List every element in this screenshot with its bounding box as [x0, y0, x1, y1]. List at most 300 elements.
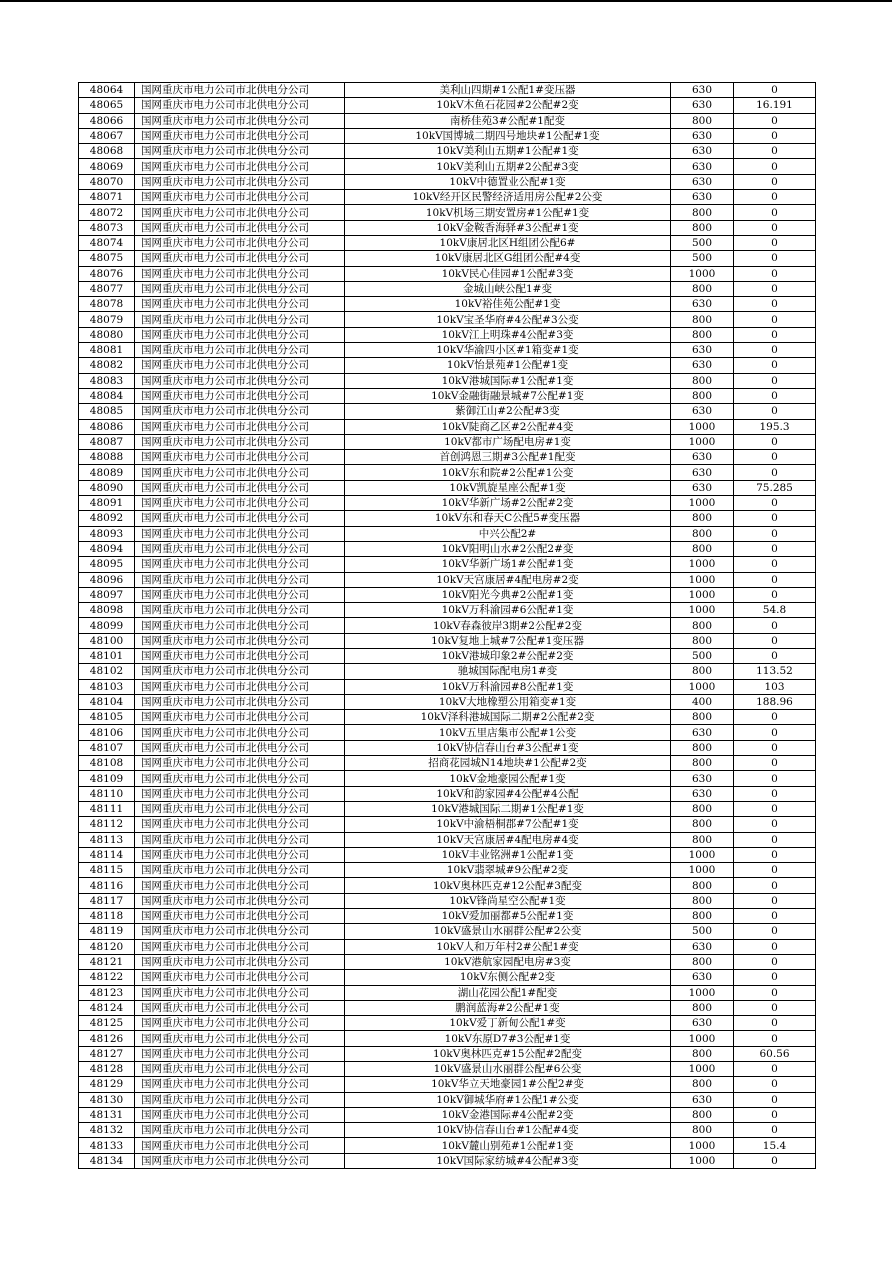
transformer-name: 10kV康居北区H组团公配6#: [345, 235, 671, 250]
load-value: 0: [734, 939, 816, 954]
load-value: 0: [734, 511, 816, 526]
transformer-name: 10kV都市广场配电房#1变: [345, 434, 671, 449]
company-name: 国网重庆市电力公司市北供电分公司: [135, 557, 345, 572]
table-row: [79, 419, 816, 434]
company-name: 国网重庆市电力公司市北供电分公司: [135, 159, 345, 174]
transformer-name: 10kV奥林匹克#12公配#3配变: [345, 878, 671, 893]
load-value: 0: [734, 205, 816, 220]
company-name: 国网重庆市电力公司市北供电分公司: [135, 1153, 345, 1168]
company-name: 国网重庆市电力公司市北供电分公司: [135, 1123, 345, 1138]
transformer-name: 10kV陡商乙区#2公配#4变: [345, 419, 671, 434]
capacity: 800: [671, 801, 734, 816]
company-name: 国网重庆市电力公司市北供电分公司: [135, 358, 345, 373]
row-id: 48075: [79, 251, 135, 266]
table-row: [79, 725, 816, 740]
company-name: 国网重庆市电力公司市北供电分公司: [135, 710, 345, 725]
transformer-name: 10kV华新广场1#公配#1变: [345, 557, 671, 572]
load-value: 0: [734, 281, 816, 296]
transformer-name: 10kV天宫康居#4配电房#2变: [345, 572, 671, 587]
table-row: [79, 496, 816, 511]
row-id: 48134: [79, 1153, 135, 1168]
row-id: 48095: [79, 557, 135, 572]
capacity: 630: [671, 128, 734, 143]
company-name: 国网重庆市电力公司市北供电分公司: [135, 526, 345, 541]
load-value: 0: [734, 1077, 816, 1092]
capacity: 630: [671, 450, 734, 465]
transformer-name: 10kV机场三期安置房#1公配#1变: [345, 205, 671, 220]
row-id: 48100: [79, 633, 135, 648]
row-id: 48128: [79, 1062, 135, 1077]
capacity: 630: [671, 939, 734, 954]
transformer-name: 10kV凯旋星座公配#1变: [345, 480, 671, 495]
table-row: [79, 251, 816, 266]
table-row: [79, 801, 816, 816]
load-value: 0: [734, 740, 816, 755]
table-row: [79, 618, 816, 633]
row-id: 48077: [79, 281, 135, 296]
table-row: [79, 190, 816, 205]
capacity: 1000: [671, 1138, 734, 1153]
company-name: 国网重庆市电力公司市北供电分公司: [135, 939, 345, 954]
capacity: 630: [671, 144, 734, 159]
row-id: 48104: [79, 694, 135, 709]
row-id: 48088: [79, 450, 135, 465]
transformer-name: 10kV东和院#2公配#1公变: [345, 465, 671, 480]
company-name: 国网重庆市电力公司市北供电分公司: [135, 388, 345, 403]
load-value: 0: [734, 434, 816, 449]
company-name: 国网重庆市电力公司市北供电分公司: [135, 343, 345, 358]
load-value: 103: [734, 679, 816, 694]
company-name: 国网重庆市电力公司市北供电分公司: [135, 664, 345, 679]
transformer-name: 10kV美利山五期#2公配#3变: [345, 159, 671, 174]
row-id: 48118: [79, 909, 135, 924]
load-value: 0: [734, 251, 816, 266]
capacity: 800: [671, 633, 734, 648]
transformer-name: 10kV华渝四小区#1箱变#1变: [345, 343, 671, 358]
transformer-name: 10kV麓山别苑#1公配#1变: [345, 1138, 671, 1153]
row-id: 48079: [79, 312, 135, 327]
row-id: 48133: [79, 1138, 135, 1153]
table-row: [79, 954, 816, 969]
row-id: 48064: [79, 83, 135, 98]
company-name: 国网重庆市电力公司市北供电分公司: [135, 465, 345, 480]
table-row: [79, 557, 816, 572]
row-id: 48129: [79, 1077, 135, 1092]
transformer-name: 10kV奥林匹克#15公配#2配变: [345, 1046, 671, 1061]
company-name: 国网重庆市电力公司市北供电分公司: [135, 954, 345, 969]
company-name: 国网重庆市电力公司市北供电分公司: [135, 863, 345, 878]
load-value: 0: [734, 388, 816, 403]
company-name: 国网重庆市电力公司市北供电分公司: [135, 220, 345, 235]
company-name: 国网重庆市电力公司市北供电分公司: [135, 648, 345, 663]
row-id: 48082: [79, 358, 135, 373]
capacity: 500: [671, 235, 734, 250]
row-id: 48070: [79, 174, 135, 189]
row-id: 48110: [79, 786, 135, 801]
company-name: 国网重庆市电力公司市北供电分公司: [135, 450, 345, 465]
capacity: 800: [671, 312, 734, 327]
row-id: 48074: [79, 235, 135, 250]
capacity: 630: [671, 297, 734, 312]
load-value: 0: [734, 144, 816, 159]
table-row: [79, 434, 816, 449]
capacity: 800: [671, 281, 734, 296]
capacity: 800: [671, 664, 734, 679]
company-name: 国网重庆市电力公司市北供电分公司: [135, 511, 345, 526]
load-value: 0: [734, 312, 816, 327]
capacity: 630: [671, 1016, 734, 1031]
transformer-name: 10kV协信春山台#1公配#4变: [345, 1123, 671, 1138]
row-id: 48096: [79, 572, 135, 587]
capacity: 500: [671, 648, 734, 663]
capacity: 800: [671, 220, 734, 235]
table-row: [79, 159, 816, 174]
capacity: 1000: [671, 1062, 734, 1077]
table-row: [79, 343, 816, 358]
company-name: 国网重庆市电力公司市北供电分公司: [135, 312, 345, 327]
company-name: 国网重庆市电力公司市北供电分公司: [135, 847, 345, 862]
load-value: 0: [734, 756, 816, 771]
company-name: 国网重庆市电力公司市北供电分公司: [135, 190, 345, 205]
company-name: 国网重庆市电力公司市北供电分公司: [135, 924, 345, 939]
table-row: [79, 358, 816, 373]
capacity: 800: [671, 878, 734, 893]
transformer-name: 10kV中渝梧桐郡#7公配#1变: [345, 817, 671, 832]
company-name: 国网重庆市电力公司市北供电分公司: [135, 740, 345, 755]
capacity: 630: [671, 480, 734, 495]
transformer-name: 10kV金鞍香海驿#3公配#1变: [345, 220, 671, 235]
transformer-name: 10kV国博城二期四号地块#1公配#1变: [345, 128, 671, 143]
company-name: 国网重庆市电力公司市北供电分公司: [135, 1031, 345, 1046]
capacity: 1000: [671, 496, 734, 511]
company-name: 国网重庆市电力公司市北供电分公司: [135, 893, 345, 908]
transformer-name: 南桥佳苑3#公配#1配变: [345, 113, 671, 128]
company-name: 国网重庆市电力公司市北供电分公司: [135, 756, 345, 771]
company-name: 国网重庆市电力公司市北供电分公司: [135, 633, 345, 648]
row-id: 48084: [79, 388, 135, 403]
company-name: 国网重庆市电力公司市北供电分公司: [135, 541, 345, 556]
load-value: 15.4: [734, 1138, 816, 1153]
company-name: 国网重庆市电力公司市北供电分公司: [135, 725, 345, 740]
load-value: 0: [734, 235, 816, 250]
company-name: 国网重庆市电力公司市北供电分公司: [135, 113, 345, 128]
capacity: 800: [671, 756, 734, 771]
capacity: 800: [671, 710, 734, 725]
table-row: [79, 587, 816, 602]
capacity: 630: [671, 83, 734, 98]
table-row: [79, 1000, 816, 1015]
row-id: 48099: [79, 618, 135, 633]
row-id: 48087: [79, 434, 135, 449]
table-row: [79, 970, 816, 985]
table-row: [79, 450, 816, 465]
company-name: 国网重庆市电力公司市北供电分公司: [135, 1107, 345, 1122]
table-row: [79, 633, 816, 648]
transformer-name: 首创鸿恩三期#3公配#1配变: [345, 450, 671, 465]
capacity: 800: [671, 113, 734, 128]
capacity: 630: [671, 465, 734, 480]
row-id: 48089: [79, 465, 135, 480]
row-id: 48091: [79, 496, 135, 511]
table-row: [79, 679, 816, 694]
load-value: 0: [734, 113, 816, 128]
row-id: 48066: [79, 113, 135, 128]
transformer-name: 10kV阳明山水#2公配2#变: [345, 541, 671, 556]
load-value: 0: [734, 878, 816, 893]
capacity: 800: [671, 817, 734, 832]
company-name: 国网重庆市电力公司市北供电分公司: [135, 480, 345, 495]
table-row: [79, 863, 816, 878]
capacity: 1000: [671, 603, 734, 618]
company-name: 国网重庆市电力公司市北供电分公司: [135, 266, 345, 281]
table-row: [79, 832, 816, 847]
row-id: 48102: [79, 664, 135, 679]
load-value: 0: [734, 1123, 816, 1138]
row-id: 48107: [79, 740, 135, 755]
capacity: 800: [671, 832, 734, 847]
capacity: 800: [671, 1046, 734, 1061]
transformer-name: 10kV天宫康居#4配电房#4变: [345, 832, 671, 847]
load-value: 0: [734, 847, 816, 862]
table-row: [79, 98, 816, 113]
capacity: 800: [671, 373, 734, 388]
row-id: 48114: [79, 847, 135, 862]
row-id: 48127: [79, 1046, 135, 1061]
load-value: 0: [734, 1016, 816, 1031]
company-name: 国网重庆市电力公司市北供电分公司: [135, 1046, 345, 1061]
company-name: 国网重庆市电力公司市北供电分公司: [135, 205, 345, 220]
row-id: 48123: [79, 985, 135, 1000]
company-name: 国网重庆市电力公司市北供电分公司: [135, 419, 345, 434]
table-row: [79, 893, 816, 908]
transformer-name: 10kV东和春天C公配5#变压器: [345, 511, 671, 526]
company-name: 国网重庆市电力公司市北供电分公司: [135, 496, 345, 511]
table-row: [79, 235, 816, 250]
capacity: 800: [671, 954, 734, 969]
transformer-name: 10kV大地橡塑公用箱变#1变: [345, 694, 671, 709]
load-value: 0: [734, 771, 816, 786]
table-row: [79, 786, 816, 801]
row-id: 48092: [79, 511, 135, 526]
row-id: 48122: [79, 970, 135, 985]
load-value: 0: [734, 1031, 816, 1046]
company-name: 国网重庆市电力公司市北供电分公司: [135, 1016, 345, 1031]
load-value: 0: [734, 404, 816, 419]
table-row: [79, 373, 816, 388]
company-name: 国网重庆市电力公司市北供电分公司: [135, 801, 345, 816]
page-top-rule: [0, 0, 892, 2]
transformer-name: 10kV金港国际#4公配#2变: [345, 1107, 671, 1122]
company-name: 国网重庆市电力公司市北供电分公司: [135, 878, 345, 893]
transformer-name: 美利山四期#1公配1#变压器: [345, 83, 671, 98]
table-row: [79, 113, 816, 128]
company-name: 国网重庆市电力公司市北供电分公司: [135, 1000, 345, 1015]
transformer-name: 10kV御城华府#1公配1#公变: [345, 1092, 671, 1107]
load-value: 0: [734, 83, 816, 98]
row-id: 48090: [79, 480, 135, 495]
load-value: 0: [734, 924, 816, 939]
row-id: 48097: [79, 587, 135, 602]
row-id: 48126: [79, 1031, 135, 1046]
load-value: 0: [734, 541, 816, 556]
load-value: 0: [734, 648, 816, 663]
table-row: [79, 924, 816, 939]
capacity: 1000: [671, 587, 734, 602]
transformer-name: 10kV春森彼岸3期#2公配#2变: [345, 618, 671, 633]
row-id: 48085: [79, 404, 135, 419]
company-name: 国网重庆市电力公司市北供电分公司: [135, 618, 345, 633]
load-value: 0: [734, 1107, 816, 1122]
transformer-name: 10kV协信春山台#3公配#1变: [345, 740, 671, 755]
row-id: 48086: [79, 419, 135, 434]
capacity: 800: [671, 526, 734, 541]
company-name: 国网重庆市电力公司市北供电分公司: [135, 373, 345, 388]
capacity: 800: [671, 740, 734, 755]
transformer-name: 10kV华立天地豪园1#公配2#变: [345, 1077, 671, 1092]
table-row: [79, 909, 816, 924]
company-name: 国网重庆市电力公司市北供电分公司: [135, 786, 345, 801]
capacity: 630: [671, 159, 734, 174]
load-value: 0: [734, 373, 816, 388]
transformer-name: 10kV万科渝园#6公配#1变: [345, 603, 671, 618]
table-row: [79, 312, 816, 327]
capacity: 630: [671, 725, 734, 740]
capacity: 500: [671, 251, 734, 266]
table-row: [79, 83, 816, 98]
load-value: 195.3: [734, 419, 816, 434]
load-value: 0: [734, 970, 816, 985]
row-id: 48078: [79, 297, 135, 312]
company-name: 国网重庆市电力公司市北供电分公司: [135, 603, 345, 618]
transformer-name: 中兴公配2#: [345, 526, 671, 541]
load-value: 75.285: [734, 480, 816, 495]
company-name: 国网重庆市电力公司市北供电分公司: [135, 281, 345, 296]
load-value: 0: [734, 801, 816, 816]
row-id: 48121: [79, 954, 135, 969]
row-id: 48117: [79, 893, 135, 908]
load-value: 0: [734, 618, 816, 633]
load-value: 0: [734, 557, 816, 572]
table-row: [79, 1046, 816, 1061]
table-row: [79, 694, 816, 709]
company-name: 国网重庆市电力公司市北供电分公司: [135, 128, 345, 143]
table-row: [79, 174, 816, 189]
table-row: [79, 847, 816, 862]
row-id: 48083: [79, 373, 135, 388]
transformer-name: 10kV美利山五期#1公配#1变: [345, 144, 671, 159]
table-row: [79, 465, 816, 480]
capacity: 800: [671, 893, 734, 908]
load-value: 0: [734, 159, 816, 174]
capacity: 1000: [671, 1153, 734, 1168]
transformer-name: 10kV江上明珠#4公配#3变: [345, 327, 671, 342]
table-row: [79, 710, 816, 725]
capacity: 1000: [671, 434, 734, 449]
company-name: 国网重庆市电力公司市北供电分公司: [135, 83, 345, 98]
row-id: 48101: [79, 648, 135, 663]
transformer-name: 10kV康居北区G组团公配#4变: [345, 251, 671, 266]
table-row: [79, 603, 816, 618]
row-id: 48120: [79, 939, 135, 954]
table-row: [79, 1062, 816, 1077]
row-id: 48069: [79, 159, 135, 174]
row-id: 48111: [79, 801, 135, 816]
transformer-name: 驰城国际配电房1#变: [345, 664, 671, 679]
table-row: [79, 572, 816, 587]
transformer-name: 紫御江山#2公配#3变: [345, 404, 671, 419]
table-row: [79, 664, 816, 679]
table-row: [79, 526, 816, 541]
capacity: 800: [671, 909, 734, 924]
transformer-name: 10kV民心佳园#1公配#3变: [345, 266, 671, 281]
row-id: 48108: [79, 756, 135, 771]
load-value: 0: [734, 465, 816, 480]
table-row: [79, 939, 816, 954]
company-name: 国网重庆市电力公司市北供电分公司: [135, 434, 345, 449]
capacity: 630: [671, 786, 734, 801]
table-row: [79, 1107, 816, 1122]
load-value: 0: [734, 893, 816, 908]
table-row: [79, 144, 816, 159]
table-row: [79, 327, 816, 342]
transformer-name: 10kV港城国际#1公配#1变: [345, 373, 671, 388]
transformer-name: 10kV怡景苑#1公配#1变: [345, 358, 671, 373]
table-body: [79, 83, 816, 1169]
table-row: [79, 740, 816, 755]
transformer-name: 10kV港城国际二期#1公配#1变: [345, 801, 671, 816]
row-id: 48106: [79, 725, 135, 740]
capacity: 1000: [671, 419, 734, 434]
row-id: 48093: [79, 526, 135, 541]
load-value: 16.191: [734, 98, 816, 113]
row-id: 48103: [79, 679, 135, 694]
capacity: 630: [671, 771, 734, 786]
company-name: 国网重庆市电力公司市北供电分公司: [135, 404, 345, 419]
load-value: 0: [734, 128, 816, 143]
capacity: 800: [671, 1107, 734, 1122]
load-value: 0: [734, 526, 816, 541]
row-id: 48125: [79, 1016, 135, 1031]
row-id: 48073: [79, 220, 135, 235]
transformer-name: 10kV中德置业公配#1变: [345, 174, 671, 189]
row-id: 48130: [79, 1092, 135, 1107]
capacity: 1000: [671, 266, 734, 281]
transformer-name: 招商花园城N14地块#1公配#2变: [345, 756, 671, 771]
transformer-name: 10kV万科渝园#8公配#1变: [345, 679, 671, 694]
company-name: 国网重庆市电力公司市北供电分公司: [135, 694, 345, 709]
row-id: 48080: [79, 327, 135, 342]
transformer-name: 金城山峡公配1#变: [345, 281, 671, 296]
capacity: 630: [671, 970, 734, 985]
table-row: [79, 817, 816, 832]
load-value: 0: [734, 1062, 816, 1077]
capacity: 800: [671, 511, 734, 526]
transformer-name: 10kV国际家纺城#4公配#3变: [345, 1153, 671, 1168]
capacity: 630: [671, 98, 734, 113]
load-value: 54.8: [734, 603, 816, 618]
transformer-name: 湖山花园公配1#配变: [345, 985, 671, 1000]
load-value: 0: [734, 266, 816, 281]
load-value: 0: [734, 587, 816, 602]
capacity: 630: [671, 343, 734, 358]
transformer-name: 10kV复地上城#7公配#1变压器: [345, 633, 671, 648]
transformer-name: 10kV和韵家园#4公配#4公配: [345, 786, 671, 801]
row-id: 48071: [79, 190, 135, 205]
capacity: 800: [671, 205, 734, 220]
table-row: [79, 480, 816, 495]
capacity: 630: [671, 1092, 734, 1107]
load-value: 0: [734, 1000, 816, 1015]
